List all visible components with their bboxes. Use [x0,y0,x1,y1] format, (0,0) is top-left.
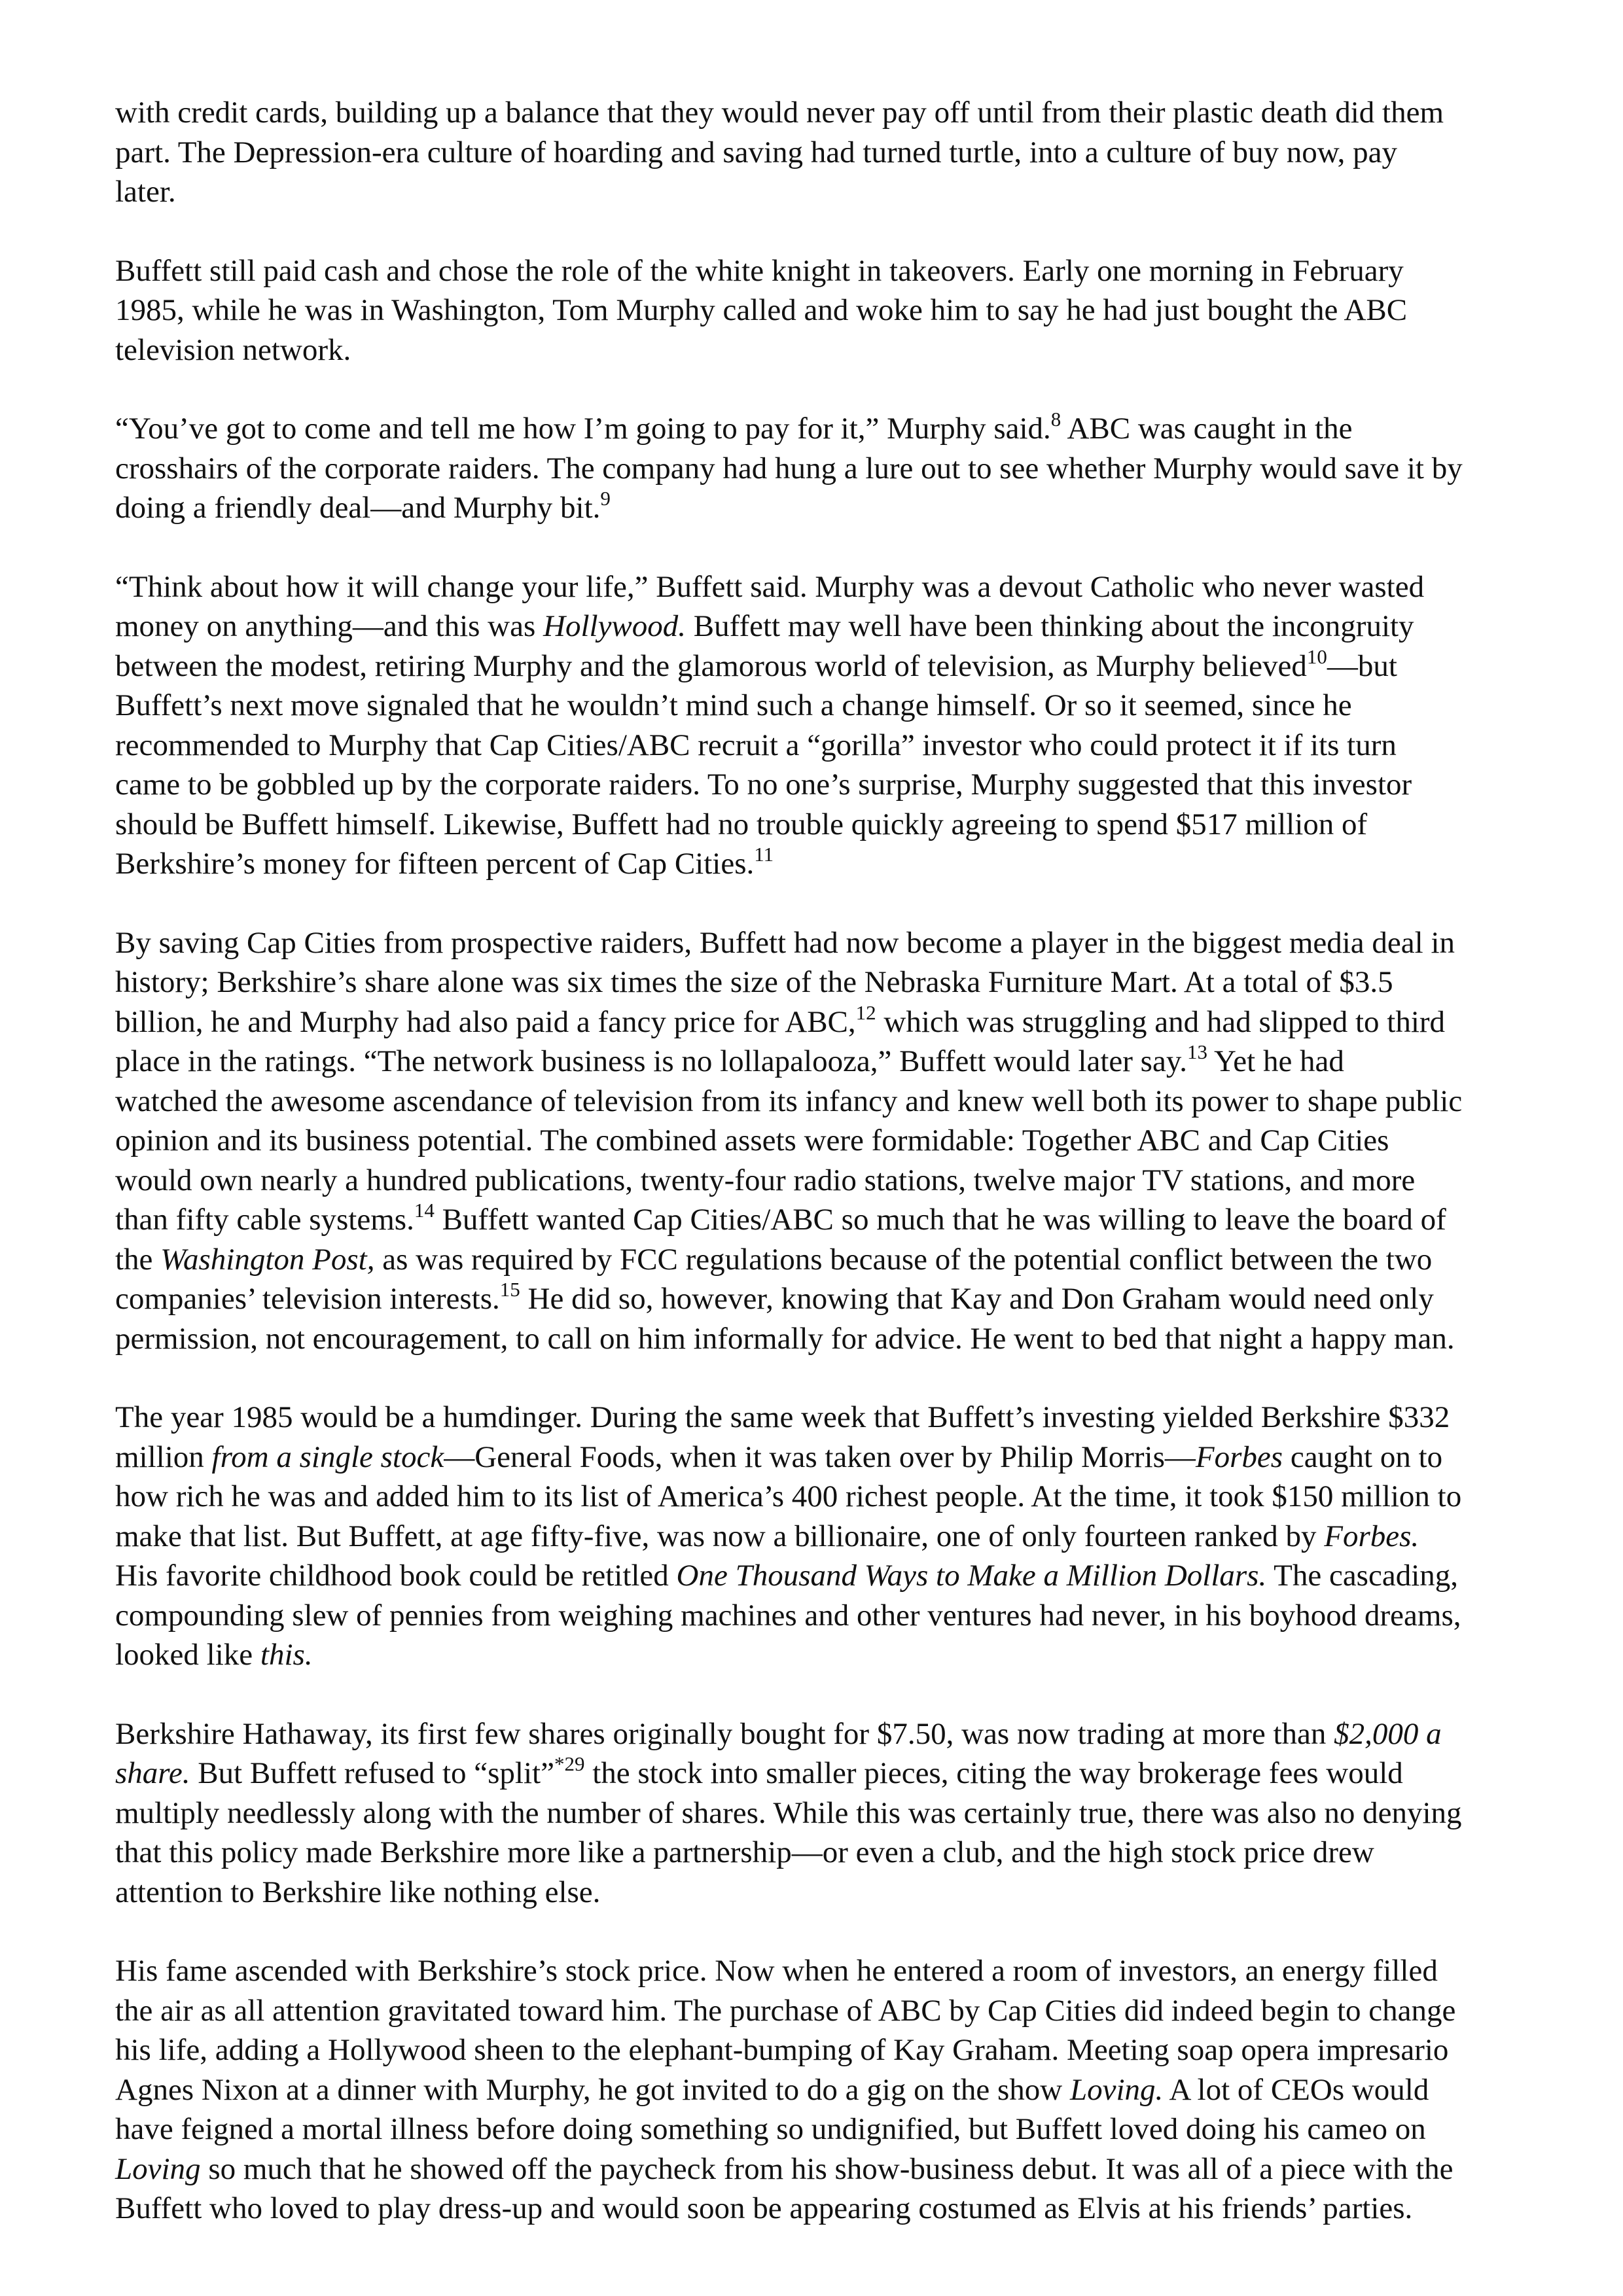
text-line [115,133,1516,173]
text-line [115,2030,1516,2070]
text-line [115,1161,1516,1201]
footnote-reference: 9 [600,486,611,510]
text-line [115,726,1516,766]
text-run: should be Buffett himself. Likewise, Buffett had no trouble quickly agreeing to spend $517 million of [115,807,1368,841]
text-run: place in the ratings. “The network business is no lollapalooza,” Buffett would later say. [115,1044,1188,1078]
italic-text: Washington Post, [160,1242,375,1277]
text-line [115,2189,1516,2229]
text-line [115,1635,1516,1675]
text-run: money on anything—and this was [115,609,544,643]
text-line [115,1279,1516,1319]
text-run: 1985, while he was in Washington, Tom Murphy called and woke him to say he had just bought the ABC [115,293,1408,327]
text-line [115,1873,1516,1913]
text-line [115,844,1516,884]
text-run: His fame ascended with Berkshire’s stock price. Now when he entered a room of investors, an energy filled [115,1954,1438,1988]
body-paragraph [115,1951,1516,2229]
text-line [115,1951,1516,1991]
text-run: Buffett still paid cash and chose the role of the white knight in takeovers. Early one morning in February [115,253,1404,288]
footnote-reference: 10 [1306,645,1327,668]
text-run: the [115,1242,161,1277]
italic-text: $2,000 a [1334,1716,1442,1751]
text-line [115,607,1516,646]
document-page [115,93,1516,2268]
text-run: attention to Berkshire like nothing else. [115,1875,601,1909]
text-line [115,1793,1516,1833]
footnote-reference: *29 [554,1752,585,1775]
text-run: would own nearly a hundred publications, twenty-four radio stations, twelve major TV stations, and more [115,1163,1416,1197]
text-line [115,449,1516,489]
text-run: Buffett may well have been thinking about the incongruity [686,609,1414,643]
text-run: as was required by FCC regulations because of the potential conflict between the two [374,1242,1433,1277]
text-run: The cascading, [1266,1559,1458,1593]
text-run: He did so, however, knowing that Kay and Don Graham would need only [520,1282,1434,1316]
text-line [115,765,1516,805]
text-line [115,1121,1516,1161]
text-run: Buffett’s next move signaled that he wouldn’t mind such a change himself. Or so it seemed, since he [115,688,1352,722]
text-run: His favorite childhood book could be retitled [115,1559,677,1593]
text-line [115,686,1516,726]
text-run: “Think about how it will change your life,” Buffett said. Murphy was a devout Catholic who never wasted [115,569,1425,604]
text-run: television network. [115,332,351,367]
text-line [115,1833,1516,1873]
body-paragraph [115,923,1516,1359]
text-line [115,1398,1516,1438]
text-line [115,1438,1516,1477]
text-run: A lot of CEOs would [1163,2072,1429,2107]
body-paragraph [115,1398,1516,1675]
text-run: make that list. But Buffett, at age fifty-five, was now a billionaire, one of only fourteen ranked by [115,1519,1325,1553]
text-line [115,963,1516,1002]
text-line [115,409,1516,449]
text-run: the stock into smaller pieces, citing the way brokerage fees would [584,1756,1403,1790]
text-line [115,93,1516,133]
italic-text: this. [260,1638,313,1672]
text-line [115,2110,1516,2149]
text-run: Agnes Nixon at a dinner with Murphy, he got invited to do a gig on the show [115,2072,1070,2107]
text-line [115,805,1516,845]
text-run: billion, he and Murphy had also paid a fancy price for ABC, [115,1004,856,1039]
text-line [115,1556,1516,1596]
footnote-reference: 12 [855,1000,876,1024]
text-line [115,1477,1516,1517]
italic-text: Forbes [1195,1439,1283,1474]
text-run: But Buffett refused to “split” [190,1756,554,1790]
text-line [115,1319,1516,1359]
text-line [115,1714,1516,1754]
text-run: ABC was caught in the [1061,412,1353,446]
text-line [115,2070,1516,2110]
footnote-reference: 13 [1187,1040,1208,1063]
text-run: companies’ television interests. [115,1282,500,1316]
text-run: his life, adding a Hollywood sheen to the elephant-bumping of Kay Graham. Meeting soap opera impresario [115,2033,1449,2067]
text-run: so much that he showed off the paycheck from his show-business debut. It was all of a piece with the [200,2151,1454,2186]
text-run: that this policy made Berkshire more like a partnership—or even a club, and the high stock price drew [115,1835,1374,1869]
text-run: doing a friendly deal—and Murphy bit. [115,491,601,525]
text-line [115,1596,1516,1636]
text-run: Buffett who loved to play dress-up and would soon be appearing costumed as Elvis at his friends’ parties. [115,2191,1413,2225]
text-line [115,646,1516,686]
text-run: Yet he had [1207,1044,1344,1078]
text-line [115,1754,1516,1793]
body-paragraph [115,251,1516,370]
text-run: permission, not encouragement, to call on him informally for advice. He went to bed that night a happy man. [115,1321,1455,1356]
text-run: the air as all attention gravitated toward him. The purchase of ABC by Cap Cities did indeed begin to change [115,1993,1456,2028]
footnote-reference: 11 [754,842,774,866]
text-line [115,330,1516,370]
text-line [115,1002,1516,1042]
text-run: —but [1327,648,1397,683]
text-run: part. The Depression-era culture of hoarding and saving had turned turtle, into a culture of buy now, pay [115,135,1398,169]
text-run: The year 1985 would be a humdinger. During the same week that Buffett’s investing yielded Berkshire $332 [115,1400,1450,1434]
text-run: with credit cards, building up a balance that they would never pay off until from their plastic death did them [115,96,1444,130]
text-run: multiply needlessly along with the number of shares. While this was certainly true, there was also no denying [115,1795,1462,1830]
text-run: opinion and its business potential. The combined assets were formidable: Together ABC and Cap Cities [115,1123,1389,1157]
text-line [115,251,1516,291]
footnote-reference: 14 [414,1198,435,1222]
text-run: which was struggling and had slipped to third [876,1004,1446,1039]
footnote-reference: 8 [1050,407,1061,431]
text-line [115,1240,1516,1280]
italic-text: Hollywood. [543,609,687,643]
text-line [115,923,1516,963]
text-line [115,1991,1516,2031]
italic-text: One Thousand Ways to Make a Million Dollars. [676,1559,1267,1593]
italic-text: Loving. [1069,2072,1164,2107]
text-line [115,1042,1516,1082]
text-run: have feigned a mortal illness before doing something so undignified, but Buffett loved doing his cameo on [115,2112,1426,2146]
body-paragraph [115,1714,1516,1913]
text-line [115,1082,1516,1122]
text-run: Buffett wanted Cap Cities/ABC so much that he was willing to leave the board of [434,1203,1446,1237]
text-run: recommended to Murphy that Cap Cities/ABC recruit a “gorilla” investor who could protect it if its turn [115,728,1397,762]
text-run: crosshairs of the corporate raiders. The company had hung a lure out to see whether Murphy would save it by [115,451,1463,486]
text-run: than fifty cable systems. [115,1203,414,1237]
text-line [115,488,1516,528]
text-line [115,2149,1516,2189]
text-run: looked like [115,1638,260,1672]
text-line [115,1200,1516,1240]
text-run: watched the awesome ascendance of television from its infancy and knew well both its power to shape public [115,1084,1463,1118]
italic-text: from a single stock [211,1439,444,1474]
body-paragraph [115,409,1516,528]
text-run: compounding slew of pennies from weighing machines and other ventures had never, in his boyhood dreams, [115,1598,1461,1633]
text-run: came to be gobbled up by the corporate raiders. To no one’s surprise, Murphy suggested that this investor [115,768,1412,802]
text-run: “You’ve got to come and tell me how I’m going to pay for it,” Murphy said. [115,412,1051,446]
text-run: —General Foods, when it was taken over by Philip Morris— [444,1439,1196,1474]
text-line [115,1517,1516,1557]
text-run: how rich he was and added him to its list of America’s 400 richest people. At the time, it took $150 million to [115,1479,1462,1513]
italic-text: share. [115,1756,190,1790]
italic-text: Loving [115,2151,201,2186]
text-run: later. [115,175,176,209]
italic-text: Forbes. [1324,1519,1419,1553]
text-line [115,172,1516,212]
text-line [115,291,1516,330]
text-run: caught on to [1283,1439,1443,1474]
body-paragraph [115,93,1516,212]
body-paragraph [115,567,1516,884]
text-run: history; Berkshire’s share alone was six times the size of the Nebraska Furniture Mart. At a total of $3.5 [115,965,1393,999]
footnote-reference: 15 [499,1277,520,1301]
text-run: million [115,1439,212,1474]
text-run: between the modest, retiring Murphy and the glamorous world of television, as Murphy believed [115,648,1307,683]
text-run: Berkshire Hathaway, its first few shares originally bought for $7.50, was now trading at more than [115,1716,1334,1751]
text-run: Berkshire’s money for fifteen percent of Cap Cities. [115,847,755,881]
text-run: By saving Cap Cities from prospective raiders, Buffett had now become a player in the biggest media deal in [115,925,1455,960]
text-line [115,567,1516,607]
